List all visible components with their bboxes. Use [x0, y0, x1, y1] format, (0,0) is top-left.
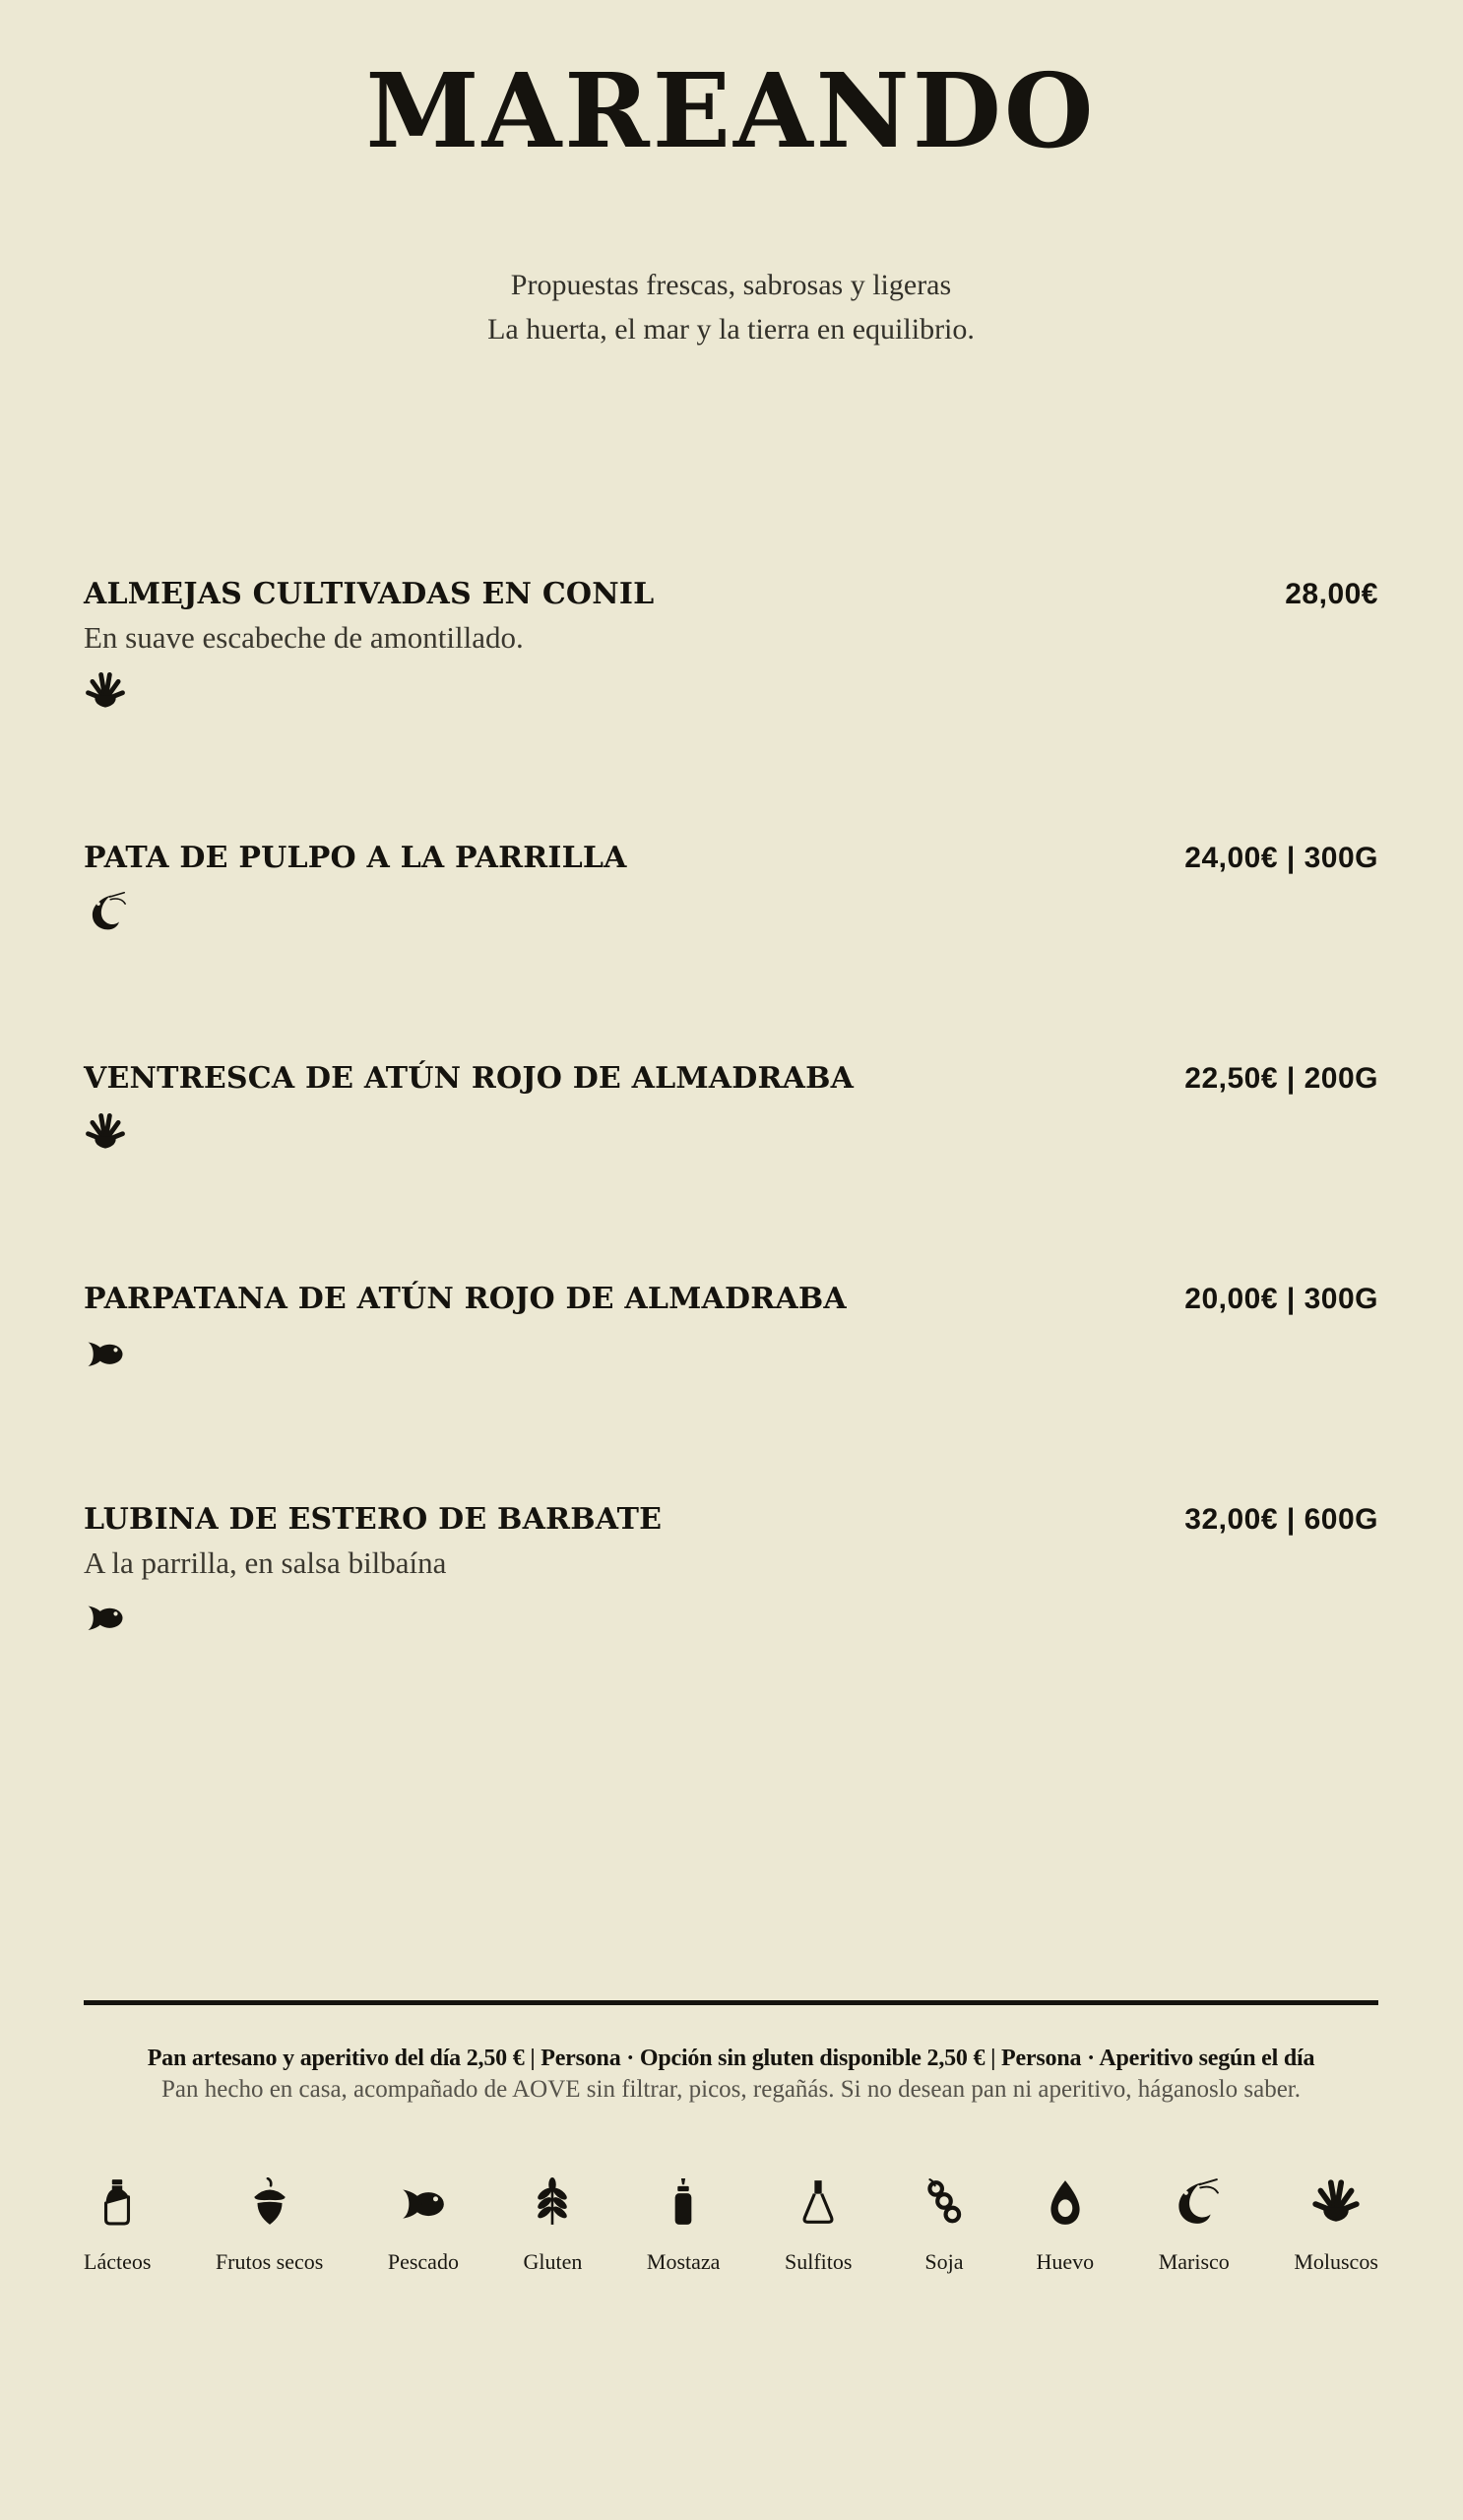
wheat-icon [528, 2177, 577, 2227]
shrimp-icon [1170, 2177, 1219, 2227]
dish-name: PATA DE PULPO A LA PARRILLA [84, 841, 627, 876]
dish-allergens [84, 891, 1378, 932]
shrimp-icon [84, 891, 127, 932]
page-title: MAREANDO [365, 50, 1097, 171]
legend-label: Huevo [1036, 2248, 1095, 2274]
milk-bottle-icon [93, 2177, 142, 2227]
dish-name: LUBINA DE ESTERO DE BARBATE [84, 1502, 663, 1538]
legend-label: Frutos secos [215, 2248, 324, 2274]
legend-item-frutos-secos [216, 2177, 323, 2274]
legend-label: Soja [924, 2248, 964, 2274]
scallop-icon [1311, 2177, 1361, 2227]
legend-label: Lácteos [84, 2248, 152, 2274]
soybean-icon [920, 2177, 969, 2227]
legend-item-lacteos [84, 2177, 151, 2274]
menu-item [84, 1279, 1378, 1373]
legend-item-huevo [1037, 2177, 1095, 2274]
legend-label: Sulfitos [784, 2248, 853, 2274]
menu-footer [84, 2000, 1378, 2274]
fish-icon [84, 1332, 127, 1373]
subtitle-line: La huerta, el mar y la tierra en equilibrio. [487, 313, 975, 346]
legend-label: Marisco [1158, 2248, 1230, 2274]
dish-description: A la parrilla, en salsa bilbaína [84, 1545, 447, 1581]
dish-allergens [84, 1111, 1378, 1153]
legend-item-marisco [1159, 2177, 1230, 2274]
fish-icon [84, 1596, 127, 1637]
legend-label: Pescado [387, 2248, 459, 2274]
flask-icon [794, 2177, 843, 2227]
dish-price: 32,00€ | 600G [1184, 1503, 1378, 1537]
bread-note-regular: Pan hecho en casa, acompañado de AOVE sin filtrar, picos, regañás. Si no desean pan ni aperitivo, háganoslo saber. [161, 2076, 1301, 2104]
bread-note-bold: Pan artesano y aperitivo del día 2,50 € | Persona · Opción sin gluten disponible 2,50 € | Persona · Aperitivo según el día [147, 2045, 1315, 2071]
menu-item [84, 838, 1378, 932]
dish-allergens [84, 1332, 1378, 1373]
legend-item-pescado [388, 2177, 459, 2274]
allergen-legend [84, 2177, 1378, 2274]
egg-icon [1041, 2177, 1090, 2227]
dish-price: 24,00€ | 300G [1184, 842, 1378, 875]
menu-item-list [84, 574, 1378, 1637]
dish-title-row [84, 574, 1378, 615]
dish-name: ALMEJAS CULTIVADAS EN CONIL [84, 577, 655, 612]
mustard-bottle-icon [659, 2177, 708, 2227]
dish-price: 20,00€ | 300G [1184, 1283, 1378, 1316]
dish-name: VENTRESCA DE ATÚN ROJO DE ALMADRABA [84, 1061, 855, 1097]
legend-item-moluscos [1294, 2177, 1378, 2274]
menu-item [84, 1499, 1378, 1637]
legend-label: Mostaza [646, 2248, 721, 2274]
dish-title-row [84, 1279, 1378, 1320]
legend-item-mostaza [647, 2177, 721, 2274]
dish-title-row [84, 1499, 1378, 1541]
dish-name: PARPATANA DE ATÚN ROJO DE ALMADRABA [84, 1282, 847, 1317]
dish-description: En suave escabeche de amontillado. [84, 620, 524, 656]
legend-item-sulfitos [785, 2177, 852, 2274]
menu-subtitle [84, 263, 1378, 351]
bread-notes [84, 2043, 1378, 2107]
dish-title-row [84, 838, 1378, 879]
dish-title-row [84, 1058, 1378, 1100]
menu-item [84, 1058, 1378, 1153]
legend-label: Gluten [523, 2248, 583, 2274]
dish-allergens [84, 670, 1378, 712]
footer-divider [84, 2000, 1378, 2005]
menu-header [84, 50, 1378, 351]
scallop-icon [84, 670, 127, 712]
scallop-icon [84, 1111, 127, 1153]
legend-item-gluten [523, 2177, 582, 2274]
subtitle-line: Propuestas frescas, sabrosas y ligeras [510, 269, 952, 302]
menu-item [84, 574, 1378, 712]
dish-price: 22,50€ | 200G [1184, 1062, 1378, 1096]
legend-item-soja [917, 2177, 972, 2274]
legend-label: Moluscos [1294, 2248, 1378, 2274]
fish-icon [399, 2177, 448, 2227]
dish-allergens [84, 1596, 1378, 1637]
acorn-icon [245, 2177, 294, 2227]
dish-price: 28,00€ [1285, 578, 1378, 611]
